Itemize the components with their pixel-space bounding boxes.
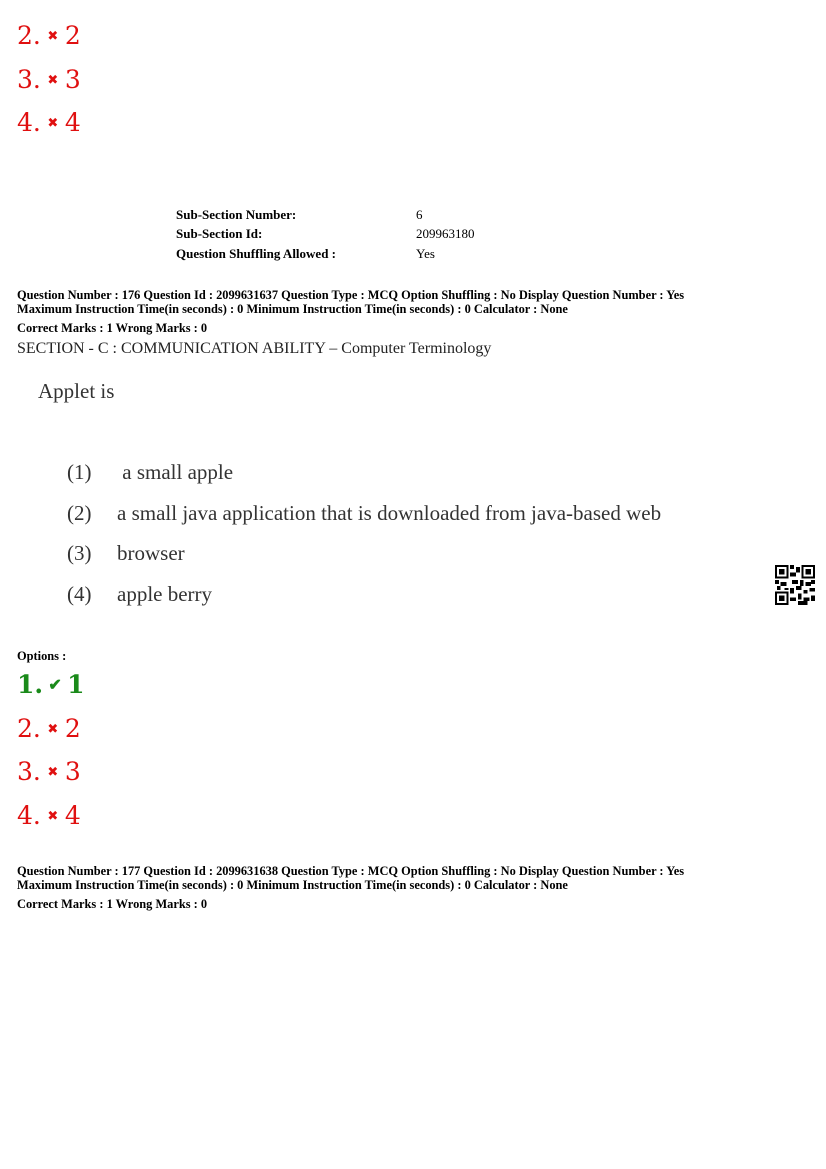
choice-2: [67, 501, 661, 526]
choice-1: [67, 460, 233, 485]
check-icon: ✔: [48, 675, 62, 694]
option-1: [17, 670, 85, 700]
option-value: 1: [67, 670, 85, 699]
choice-number: (1): [67, 460, 92, 484]
cross-icon: ✖: [47, 29, 59, 44]
q177-meta-line2: Maximum Instruction Time(in seconds) : 0 Minimum Instruction Time(in seconds) : 0 Calculator : None: [17, 878, 568, 892]
option-value: 4: [64, 108, 81, 137]
option-number: 4.: [17, 801, 41, 830]
option-value: 3: [64, 65, 81, 94]
q176-meta-line3: Correct Marks : 1 Wrong Marks : 0: [17, 321, 208, 335]
cross-icon: ✖: [47, 809, 59, 824]
q176-meta-line1: Question Number : 176 Question Id : 2099631637 Question Type : MCQ Option Shuffling : No Display Question Number : Yes: [17, 288, 685, 302]
choice-3: [67, 541, 185, 566]
qr-code-icon: [775, 565, 815, 605]
subsection-id-value: 209963180: [416, 226, 475, 241]
shuffle-label: Question Shuffling Allowed :: [176, 246, 337, 261]
option-value: 2: [64, 714, 81, 743]
top-option-4: [17, 108, 81, 139]
cross-icon: ✖: [47, 73, 59, 88]
options-label: Options :: [17, 649, 67, 663]
choice-text: a small java application that is downloaded from java-based web: [117, 501, 662, 525]
subsection-number-value: 6: [416, 207, 423, 222]
subsection-id-label: Sub-Section Id:: [176, 226, 263, 241]
option-value: 3: [64, 757, 81, 786]
option-number: 3.: [17, 65, 41, 94]
option-number: 2.: [17, 21, 41, 50]
choice-number: (2): [67, 501, 92, 525]
q176-meta-line2: Maximum Instruction Time(in seconds) : 0 Minimum Instruction Time(in seconds) : 0 Calculator : None: [17, 302, 568, 316]
option-value: 4: [64, 801, 81, 830]
subsection-number-label: Sub-Section Number:: [176, 207, 297, 222]
choice-4: [67, 582, 212, 607]
option-number: 4.: [17, 108, 41, 137]
q177-meta-line1: Question Number : 177 Question Id : 2099631638 Question Type : MCQ Option Shuffling : No Display Question Number : Yes: [17, 864, 685, 878]
choice-number: (3): [67, 541, 92, 565]
choice-number: (4): [67, 582, 92, 606]
cross-icon: ✖: [47, 722, 59, 737]
option-number: 2.: [17, 714, 41, 743]
option-value: 2: [64, 21, 81, 50]
choice-text: browser: [117, 541, 185, 565]
cross-icon: ✖: [47, 116, 59, 131]
option-number: 1.: [17, 670, 44, 699]
choice-text: apple berry: [117, 582, 213, 606]
top-option-2: [17, 21, 81, 52]
top-option-3: [17, 65, 81, 96]
option-2: [17, 714, 81, 745]
q177-meta-line3: Correct Marks : 1 Wrong Marks : 0: [17, 897, 208, 911]
option-4: [17, 801, 81, 832]
cross-icon: ✖: [47, 765, 59, 780]
option-number: 3.: [17, 757, 41, 786]
choice-text: a small apple: [117, 460, 234, 484]
section-heading: SECTION - C : COMMUNICATION ABILITY – Computer Terminology: [17, 340, 492, 357]
option-3: [17, 757, 81, 788]
shuffle-value: Yes: [416, 246, 435, 261]
question-text: Applet is: [38, 379, 115, 403]
